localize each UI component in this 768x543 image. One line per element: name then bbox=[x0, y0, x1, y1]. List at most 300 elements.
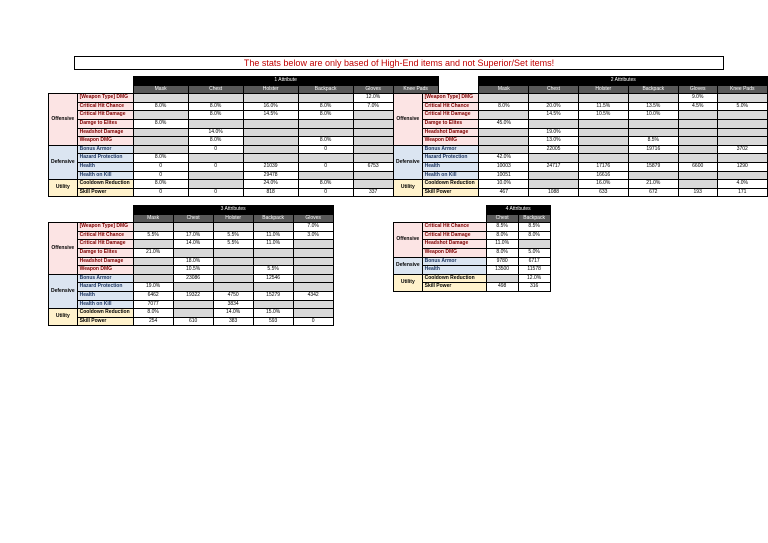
stat-value bbox=[188, 119, 243, 128]
stat-value bbox=[213, 223, 253, 232]
table-title: 1 Attribute bbox=[133, 77, 438, 86]
column-header: Gloves bbox=[678, 85, 717, 94]
stat-value bbox=[213, 257, 253, 266]
stat-name: [Weapon Type] DMG bbox=[422, 94, 479, 103]
stat-value: 1088 bbox=[529, 188, 579, 197]
column-header: Backpack bbox=[253, 214, 293, 223]
stat-value: 672 bbox=[628, 188, 678, 197]
stat-value bbox=[353, 111, 393, 120]
stat-value bbox=[213, 248, 253, 257]
stat-value bbox=[529, 119, 579, 128]
stat-value bbox=[353, 171, 393, 180]
stat-value: 42.0% bbox=[479, 154, 529, 163]
table-row bbox=[49, 291, 334, 300]
stat-value: 12.0% bbox=[353, 94, 393, 103]
table-3-attributes bbox=[48, 205, 334, 326]
stats-table bbox=[48, 205, 334, 326]
stat-value: 14.5% bbox=[529, 111, 579, 120]
stat-value: 11.0% bbox=[253, 240, 293, 249]
stat-value: 18.0% bbox=[173, 257, 213, 266]
stat-value: 7077 bbox=[133, 300, 173, 309]
stat-value bbox=[133, 266, 173, 275]
stat-value: 10.0% bbox=[628, 111, 678, 120]
stat-value: 8.0% bbox=[298, 102, 353, 111]
stat-value: 633 bbox=[578, 188, 628, 197]
stat-name: Headshot Damage bbox=[77, 128, 133, 137]
stat-name: Critical Hit Chance bbox=[422, 102, 479, 111]
stat-value bbox=[678, 180, 717, 189]
stat-value bbox=[298, 94, 353, 103]
spacer bbox=[49, 206, 134, 215]
stat-value bbox=[578, 137, 628, 146]
table-row bbox=[394, 128, 768, 137]
stat-value: 0 bbox=[293, 317, 333, 326]
stat-name: Health on Kill bbox=[77, 300, 133, 309]
category-label: Defensive bbox=[49, 145, 78, 179]
stat-value: 498 bbox=[486, 283, 518, 292]
stat-value: 8.5% bbox=[486, 223, 518, 232]
table-row bbox=[49, 274, 334, 283]
stat-value: 11.5% bbox=[578, 102, 628, 111]
stat-value bbox=[353, 119, 393, 128]
stat-value bbox=[133, 111, 188, 120]
column-header: Chest bbox=[529, 85, 579, 94]
stat-value bbox=[188, 154, 243, 163]
stat-value: 24.0% bbox=[243, 180, 298, 189]
stat-name: Cooldown Reduction bbox=[422, 274, 486, 283]
stat-value: 8.0% bbox=[486, 231, 518, 240]
stat-value: 19.0% bbox=[133, 283, 173, 292]
category-label: Offensive bbox=[49, 94, 78, 146]
stat-name: Skill Power bbox=[422, 188, 479, 197]
stat-value: 13500 bbox=[486, 266, 518, 275]
column-header: Backpack bbox=[298, 85, 353, 94]
table-row bbox=[394, 145, 768, 154]
stat-value bbox=[133, 223, 173, 232]
stat-value bbox=[188, 171, 243, 180]
stat-value: 12546 bbox=[253, 274, 293, 283]
stat-value: 19716 bbox=[628, 145, 678, 154]
stat-value: 1290 bbox=[717, 162, 767, 171]
stat-name: Hazard Protection bbox=[77, 283, 133, 292]
stat-name: Bonus Armor bbox=[77, 145, 133, 154]
stat-value bbox=[353, 154, 393, 163]
stat-value bbox=[293, 248, 333, 257]
stat-value bbox=[173, 283, 213, 292]
stat-value: 22005 bbox=[529, 145, 579, 154]
stat-value: 21039 bbox=[243, 162, 298, 171]
stat-name: Health bbox=[77, 162, 133, 171]
stat-value: 21.0% bbox=[133, 248, 173, 257]
stat-value bbox=[213, 274, 253, 283]
stat-name: Hazard Protection bbox=[77, 154, 133, 163]
table-row bbox=[49, 171, 439, 180]
stat-value bbox=[628, 128, 678, 137]
stat-value: 0 bbox=[298, 162, 353, 171]
stat-value: 3834 bbox=[213, 300, 253, 309]
stat-value: 8.0% bbox=[133, 154, 188, 163]
stat-name: Weapon DMG bbox=[77, 266, 133, 275]
spacer bbox=[394, 214, 487, 223]
category-label: Defensive bbox=[49, 274, 78, 308]
stat-value bbox=[173, 248, 213, 257]
stat-value: 4342 bbox=[293, 291, 333, 300]
table-row bbox=[49, 188, 439, 197]
stat-value: 7.0% bbox=[353, 102, 393, 111]
stat-value: 10.0% bbox=[479, 180, 529, 189]
table-row bbox=[394, 94, 768, 103]
column-header: Chest bbox=[188, 85, 243, 94]
table-row bbox=[49, 119, 439, 128]
stat-value bbox=[133, 128, 188, 137]
stat-value: 4.0% bbox=[717, 180, 767, 189]
stat-value: 6717 bbox=[518, 257, 550, 266]
stat-value bbox=[133, 274, 173, 283]
table-row bbox=[394, 111, 768, 120]
table-row bbox=[49, 300, 334, 309]
table-row bbox=[49, 248, 334, 257]
stat-value: 4.5% bbox=[678, 102, 717, 111]
stat-name: Bonus Armor bbox=[422, 145, 479, 154]
stat-name: Health on Kill bbox=[422, 171, 479, 180]
stat-value bbox=[578, 94, 628, 103]
stat-value bbox=[243, 154, 298, 163]
stat-value: 193 bbox=[678, 188, 717, 197]
table-row bbox=[49, 111, 439, 120]
stat-value: 14.0% bbox=[173, 240, 213, 249]
stat-value: 19.0% bbox=[529, 128, 579, 137]
category-label: Defensive bbox=[394, 145, 423, 179]
spacer bbox=[49, 214, 134, 223]
stat-value bbox=[243, 137, 298, 146]
stat-value bbox=[628, 119, 678, 128]
stat-name: Critical Hit Chance bbox=[77, 231, 133, 240]
stat-name: Weapon DMG bbox=[422, 248, 486, 257]
stat-value bbox=[173, 223, 213, 232]
stat-value bbox=[188, 94, 243, 103]
stat-value bbox=[678, 137, 717, 146]
stat-value: 12.0% bbox=[518, 274, 550, 283]
stat-value: 0 bbox=[188, 145, 243, 154]
stat-value: 10.5% bbox=[578, 111, 628, 120]
stat-value: 8.0% bbox=[518, 231, 550, 240]
column-header: Chest bbox=[486, 214, 518, 223]
stat-name: Critical Hit Damage bbox=[422, 231, 486, 240]
stat-name: Critical Hit Damage bbox=[77, 111, 133, 120]
stat-name: Cooldown Reduction bbox=[422, 180, 479, 189]
stat-value bbox=[243, 128, 298, 137]
stat-value: 15879 bbox=[628, 162, 678, 171]
stat-value bbox=[628, 154, 678, 163]
column-header: Mask bbox=[133, 214, 173, 223]
stat-value bbox=[293, 240, 333, 249]
stat-value: 8.0% bbox=[133, 102, 188, 111]
stat-value: 0 bbox=[298, 145, 353, 154]
stat-value bbox=[529, 180, 579, 189]
table-row bbox=[49, 154, 439, 163]
stat-value: 13.5% bbox=[628, 102, 678, 111]
column-header: Backpack bbox=[518, 214, 550, 223]
stat-value bbox=[529, 154, 579, 163]
table-row bbox=[394, 188, 768, 197]
stat-value: 0 bbox=[188, 188, 243, 197]
stat-value: 254 bbox=[133, 317, 173, 326]
table-row bbox=[394, 102, 768, 111]
stat-name: Weapon DMG bbox=[77, 137, 133, 146]
stat-value: 8.0% bbox=[188, 102, 243, 111]
stat-value: 16.0% bbox=[578, 180, 628, 189]
stat-name: Headshot Damage bbox=[422, 240, 486, 249]
stat-name: Headshot Damage bbox=[422, 128, 479, 137]
stat-value: 24717 bbox=[529, 162, 579, 171]
notice-banner: The stats below are only based of High-End items and not Superior/Set items! bbox=[74, 56, 724, 70]
table-row bbox=[49, 266, 334, 275]
category-label: Utility bbox=[49, 180, 78, 197]
table-row bbox=[49, 180, 439, 189]
stat-value bbox=[717, 111, 767, 120]
stat-value: 16616 bbox=[578, 171, 628, 180]
stat-value bbox=[578, 154, 628, 163]
stat-value: 29478 bbox=[243, 171, 298, 180]
stat-value bbox=[479, 94, 529, 103]
stat-name: Hazard Protection bbox=[422, 154, 479, 163]
stat-value bbox=[479, 111, 529, 120]
stat-name: Damge to Elites bbox=[77, 119, 133, 128]
stat-name: Critical Hit Chance bbox=[77, 102, 133, 111]
stat-value: 3702 bbox=[717, 145, 767, 154]
column-header: Holster bbox=[213, 214, 253, 223]
stat-value: 6600 bbox=[678, 162, 717, 171]
column-header: Holster bbox=[578, 85, 628, 94]
table-row bbox=[394, 162, 768, 171]
stat-value: 13.0% bbox=[529, 137, 579, 146]
stat-value: 8.0% bbox=[133, 309, 173, 318]
stat-value bbox=[678, 111, 717, 120]
stat-value: 14.0% bbox=[188, 128, 243, 137]
table-row bbox=[394, 171, 768, 180]
stat-name: [Weapon Type] DMG bbox=[77, 94, 133, 103]
stat-value: 0 bbox=[133, 171, 188, 180]
stat-value bbox=[529, 171, 579, 180]
stat-value bbox=[173, 300, 213, 309]
column-header: Mask bbox=[479, 85, 529, 94]
stat-name: Damge to Elites bbox=[422, 119, 479, 128]
stat-value bbox=[479, 137, 529, 146]
stat-value: 5.0% bbox=[518, 248, 550, 257]
stat-value bbox=[578, 145, 628, 154]
stat-value bbox=[717, 94, 767, 103]
stat-value: 6753 bbox=[353, 162, 393, 171]
table-row bbox=[49, 317, 334, 326]
table-row bbox=[49, 309, 334, 318]
spacer bbox=[394, 85, 479, 94]
stat-value: 316 bbox=[518, 283, 550, 292]
stat-value bbox=[298, 128, 353, 137]
stat-value bbox=[578, 128, 628, 137]
table-title: 2 Attributes bbox=[479, 77, 768, 86]
spacer bbox=[49, 77, 134, 86]
stat-value bbox=[133, 257, 173, 266]
stat-name: Health bbox=[422, 162, 479, 171]
table-row bbox=[49, 257, 334, 266]
stat-value bbox=[678, 145, 717, 154]
stat-value: 15.0% bbox=[253, 309, 293, 318]
stat-value: 23086 bbox=[173, 274, 213, 283]
table-row bbox=[49, 231, 334, 240]
stat-value bbox=[529, 94, 579, 103]
table-row bbox=[49, 240, 334, 249]
stat-value: 467 bbox=[479, 188, 529, 197]
stats-table bbox=[393, 76, 768, 197]
stat-value bbox=[717, 154, 767, 163]
stat-name: Skill Power bbox=[422, 283, 486, 292]
stat-value bbox=[298, 154, 353, 163]
table-row bbox=[394, 137, 768, 146]
stat-value: 8.0% bbox=[298, 111, 353, 120]
stat-value bbox=[518, 240, 550, 249]
spacer bbox=[49, 85, 134, 94]
stat-value: 8.0% bbox=[298, 137, 353, 146]
stat-value: 0 bbox=[133, 162, 188, 171]
table-row bbox=[394, 223, 551, 232]
stat-value bbox=[717, 137, 767, 146]
table-row bbox=[394, 180, 768, 189]
stat-value: 171 bbox=[717, 188, 767, 197]
column-header: Backpack bbox=[628, 85, 678, 94]
stat-value bbox=[628, 171, 678, 180]
stat-value: 17.0% bbox=[173, 231, 213, 240]
spacer bbox=[394, 206, 487, 215]
stat-value bbox=[678, 171, 717, 180]
stat-name: Damge to Elites bbox=[77, 248, 133, 257]
stat-value bbox=[353, 180, 393, 189]
stats-table bbox=[393, 205, 551, 292]
category-label: Utility bbox=[49, 309, 78, 326]
column-header: Gloves bbox=[293, 214, 333, 223]
stat-value: 5.5% bbox=[213, 231, 253, 240]
stat-value bbox=[678, 154, 717, 163]
stat-value bbox=[486, 274, 518, 283]
stat-value: 14.5% bbox=[243, 111, 298, 120]
table-row bbox=[49, 128, 439, 137]
table-row bbox=[49, 94, 439, 103]
spacer bbox=[394, 77, 479, 86]
stat-value bbox=[298, 171, 353, 180]
stat-value: 3.0% bbox=[293, 231, 333, 240]
table-row bbox=[394, 274, 551, 283]
stat-value bbox=[293, 274, 333, 283]
table-title: 4 Attributes bbox=[486, 206, 550, 215]
stat-value: 11578 bbox=[518, 266, 550, 275]
stat-value: 8.0% bbox=[188, 137, 243, 146]
stat-name: Cooldown Reduction bbox=[77, 180, 133, 189]
table-4-attributes bbox=[393, 205, 551, 292]
stat-value bbox=[253, 223, 293, 232]
stat-value: 9780 bbox=[486, 257, 518, 266]
stat-name: Skill Power bbox=[77, 317, 133, 326]
stat-value: 593 bbox=[253, 317, 293, 326]
table-row bbox=[49, 102, 439, 111]
column-header: Knee Pads bbox=[393, 85, 438, 94]
stat-value: 5.0% bbox=[717, 102, 767, 111]
stat-value: 10051 bbox=[479, 171, 529, 180]
stat-value: 5.5% bbox=[213, 240, 253, 249]
category-label: Defensive bbox=[394, 257, 423, 274]
stat-value: 5.5% bbox=[253, 266, 293, 275]
stat-value bbox=[717, 119, 767, 128]
category-label: Offensive bbox=[394, 94, 423, 146]
stat-name: Health bbox=[422, 266, 486, 275]
table-row bbox=[49, 162, 439, 171]
stat-value bbox=[479, 128, 529, 137]
stat-value bbox=[253, 300, 293, 309]
stat-value: 8.0% bbox=[298, 180, 353, 189]
stat-value: 4750 bbox=[213, 291, 253, 300]
stat-value: 383 bbox=[213, 317, 253, 326]
stat-value bbox=[293, 300, 333, 309]
stat-value bbox=[213, 266, 253, 275]
stat-name: Bonus Armor bbox=[422, 257, 486, 266]
stat-value bbox=[353, 137, 393, 146]
table-row bbox=[49, 283, 334, 292]
stat-value bbox=[293, 266, 333, 275]
stat-value bbox=[578, 119, 628, 128]
stat-value bbox=[133, 137, 188, 146]
stat-value bbox=[253, 248, 293, 257]
category-label: Offensive bbox=[394, 223, 423, 257]
stat-value: 8.0% bbox=[486, 248, 518, 257]
column-header: Chest bbox=[173, 214, 213, 223]
stat-value: 818 bbox=[243, 188, 298, 197]
column-header: Mask bbox=[133, 85, 188, 94]
stat-value: 610 bbox=[173, 317, 213, 326]
stat-value: 19322 bbox=[173, 291, 213, 300]
stat-value bbox=[188, 180, 243, 189]
stat-value bbox=[133, 145, 188, 154]
table-2-attributes bbox=[393, 76, 768, 197]
stat-value: 0 bbox=[298, 188, 353, 197]
stat-name: Headshot Damage bbox=[77, 257, 133, 266]
stat-value bbox=[479, 145, 529, 154]
stat-value bbox=[293, 283, 333, 292]
stat-value: 16.0% bbox=[243, 102, 298, 111]
stat-name: [Weapon Type] DMG bbox=[77, 223, 133, 232]
column-header: Gloves bbox=[353, 85, 393, 94]
stat-value bbox=[253, 283, 293, 292]
stat-value bbox=[293, 309, 333, 318]
stat-value bbox=[678, 128, 717, 137]
stat-value: 8.0% bbox=[133, 180, 188, 189]
stat-value bbox=[678, 119, 717, 128]
stat-value bbox=[717, 171, 767, 180]
stat-value: 11.0% bbox=[486, 240, 518, 249]
stat-value: 45.0% bbox=[479, 119, 529, 128]
stat-value: 8.5% bbox=[628, 137, 678, 146]
category-label: Utility bbox=[394, 180, 423, 197]
stat-value bbox=[298, 119, 353, 128]
stat-value: 10.5% bbox=[173, 266, 213, 275]
column-header: Holster bbox=[243, 85, 298, 94]
stat-name: Weapon DMG bbox=[422, 137, 479, 146]
stat-value bbox=[133, 94, 188, 103]
column-header: Knee Pads bbox=[717, 85, 767, 94]
stat-value bbox=[717, 128, 767, 137]
stat-value: 8.0% bbox=[479, 102, 529, 111]
stat-value bbox=[133, 240, 173, 249]
stat-value: 5.5% bbox=[133, 231, 173, 240]
stat-value: 11.0% bbox=[253, 231, 293, 240]
table-row bbox=[49, 223, 334, 232]
